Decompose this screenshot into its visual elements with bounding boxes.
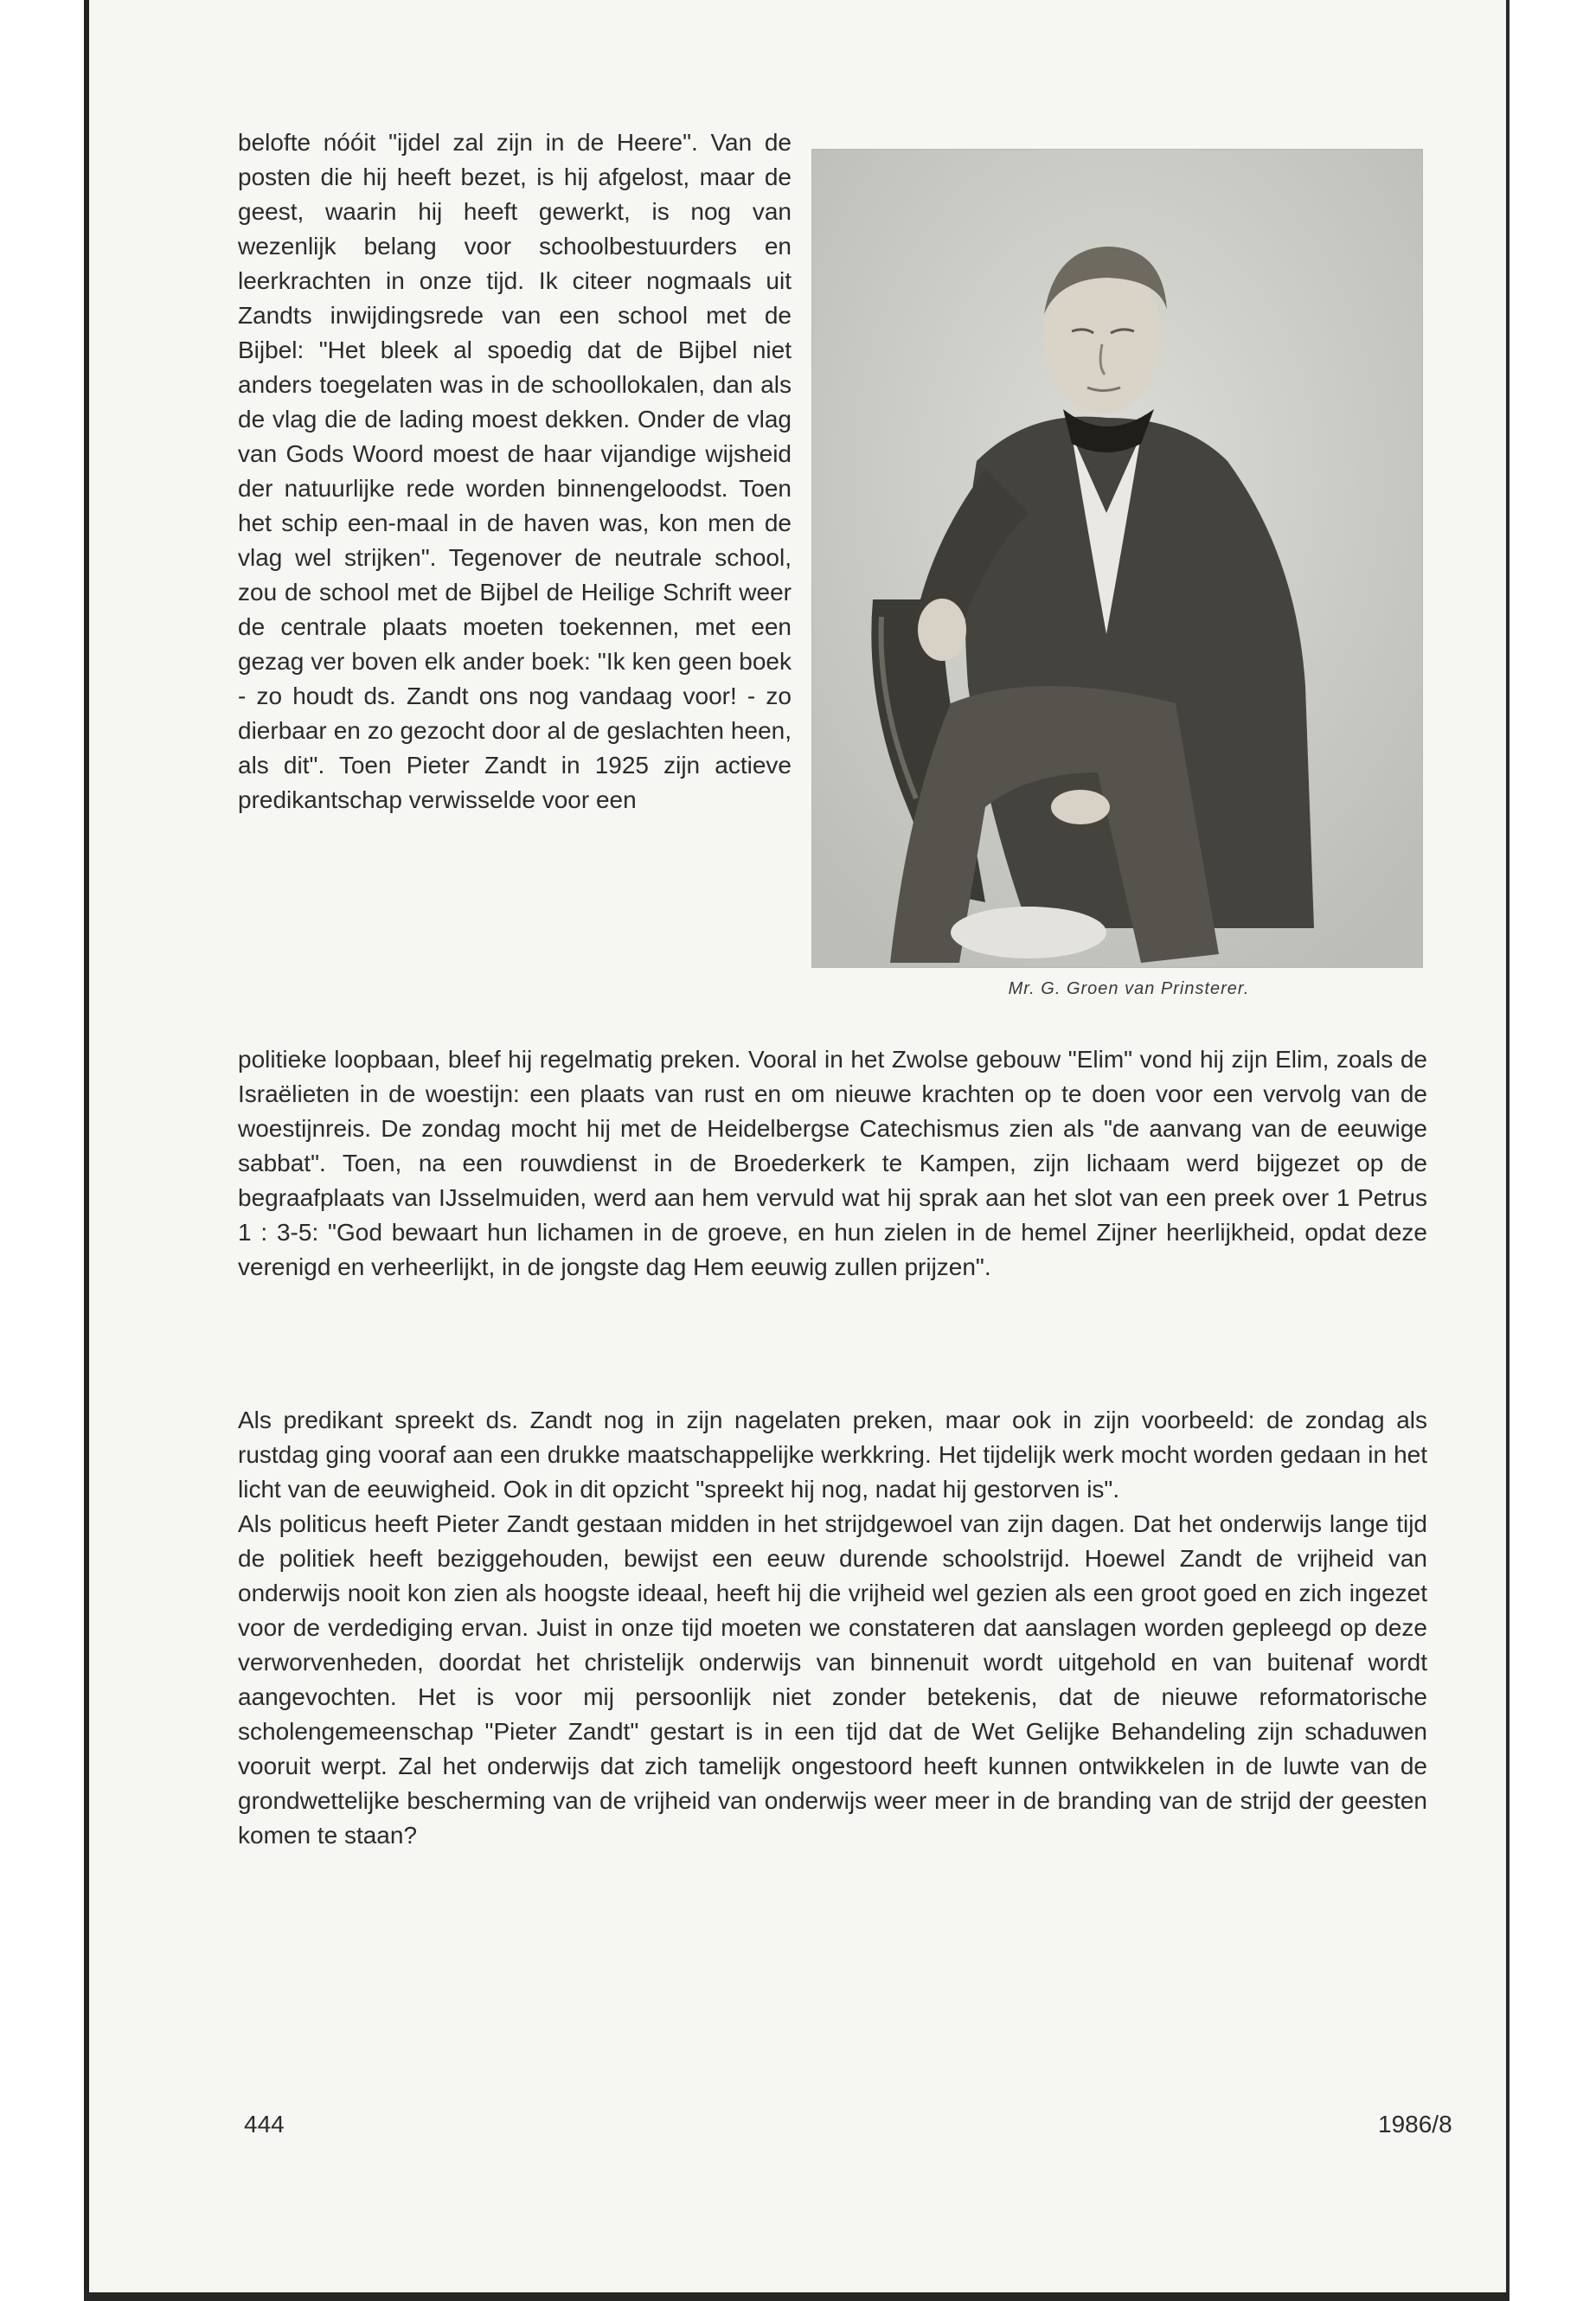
page-number: 444	[244, 2111, 285, 2138]
issue-number: 1986/8	[1378, 2111, 1452, 2138]
column-paragraph: belofte nóóit "ijdel zal zijn in de Heere". Van de posten die hij heeft bezet, is hij afgelost, maar de geest, waarin hij heeft gewerkt, is nog van wezenlijk belang voor schoolbestuurders en leerkrachten in onze tijd. Ik citeer nogmaals uit Zandts inwijdingsrede van een school met de Bijbel: "Het bleek al spoedig dat de Bijbel niet anders toegelaten was in de schoollokalen, dan als de vlag die de lading moest dekken. Onder de vlag van Gods Woord moest de haar vijandige wijsheid der natuurlijke rede worden binnengeloodst. Toen het schip een-maal in de haven was, kon men de vlag wel strijken". Tegenover de neutrale school, zou de school met de Bijbel de Heilige Schrift weer de centrale plaats moeten toekennen, met een gezag ver boven elk ander boek: "Ik ken geen boek - zo houdt ds. Zandt ons nog vandaag voor! - zo dierbaar en zo gezocht door al de geslachten heen, als dit". Toen Pieter Zandt in 1925 zijn actieve predikantschap verwisselde voor een	[238, 129, 792, 813]
paragraph-predikant: Als predikant spreekt ds. Zandt nog in zijn nagelaten preken, maar ook in zijn voorbeeld: de zondag als rustdag ging vooraf aan een drukke maatschappelijke werkkring. Het tijdelijk werk mocht worden gedaan in het licht van de eeuwigheid. Ook in dit opzicht "spreekt hij nog, nadat hij gestorven is".	[238, 1407, 1427, 1503]
figure-caption: Mr. G. Groen van Prinsterer.	[1008, 979, 1250, 998]
portrait-engraving	[812, 150, 1422, 967]
final-paragraphs	[238, 1403, 1427, 1853]
continuation-paragraph: politieke loopbaan, bleef hij regelmatig preken. Vooral in het Zwolse gebouw "Elim" vond hij zijn Elim, zoals de Israëlieten in de woestijn: een plaats van rust en om nieuwe krachten op te doen voor een vervolg van de woestijnreis. De zondag mocht hij met de Heidelbergse Catechismus zien als "de aanvang van de eeuwige sabbat". Toen, na een rouwdienst in de Broederkerk te Kampen, zijn lichaam werd bijgezet op de begraafplaats van IJsselmuiden, werd aan hem vervuld wat hij sprak aan het slot van een preek over 1 Petrus 1 : 3-5: "God bewaart hun lichamen in de groeve, en hun zielen in de hemel Zijner heerlijkheid, opdat deze verenigd en verheerlijkt, in de jongste dag Hem eeuwig zullen prijzen".	[238, 1046, 1427, 1280]
paragraph-politicus: Als politicus heeft Pieter Zandt gestaan midden in het strijdgewoel van zijn dagen. Dat het onderwijs lange tijd de politiek heeft beziggehouden, bewijst een eeuw durende schoolstrijd. Hoewel Zandt de vrijheid van onderwijs nooit kon zien als hoogste ideaal, heeft hij die vrijheid wel gezien als een groot goed en zich ingezet voor de verdediging ervan. Juist in onze tijd moeten we constateren dat aanslagen worden gepleegd op deze verworvenheden, doordat het christelijk onderwijs van binnenuit wordt uitgehold en van buitenaf wordt aangevochten. Het is voor mij persoonlijk niet zonder betekenis, dat de nieuwe reformatorische scholengemeenschap "Pieter Zandt" gestart is in een tijd dat de Wet Gelijke Behandeling zijn schaduwen vooruit werpt. Zal het onderwijs dat zich tamelijk ongestoord heeft kunnen ontwikkelen in de luwte van de grondwettelijke bescherming van de vrijheid van onderwijs weer meer in de branding van de strijd der geesten komen te staan?	[238, 1510, 1427, 1849]
page-edge-right	[1506, 0, 1509, 2301]
portrait-figure	[811, 149, 1423, 968]
page-edge-bottom	[84, 2292, 1509, 2301]
